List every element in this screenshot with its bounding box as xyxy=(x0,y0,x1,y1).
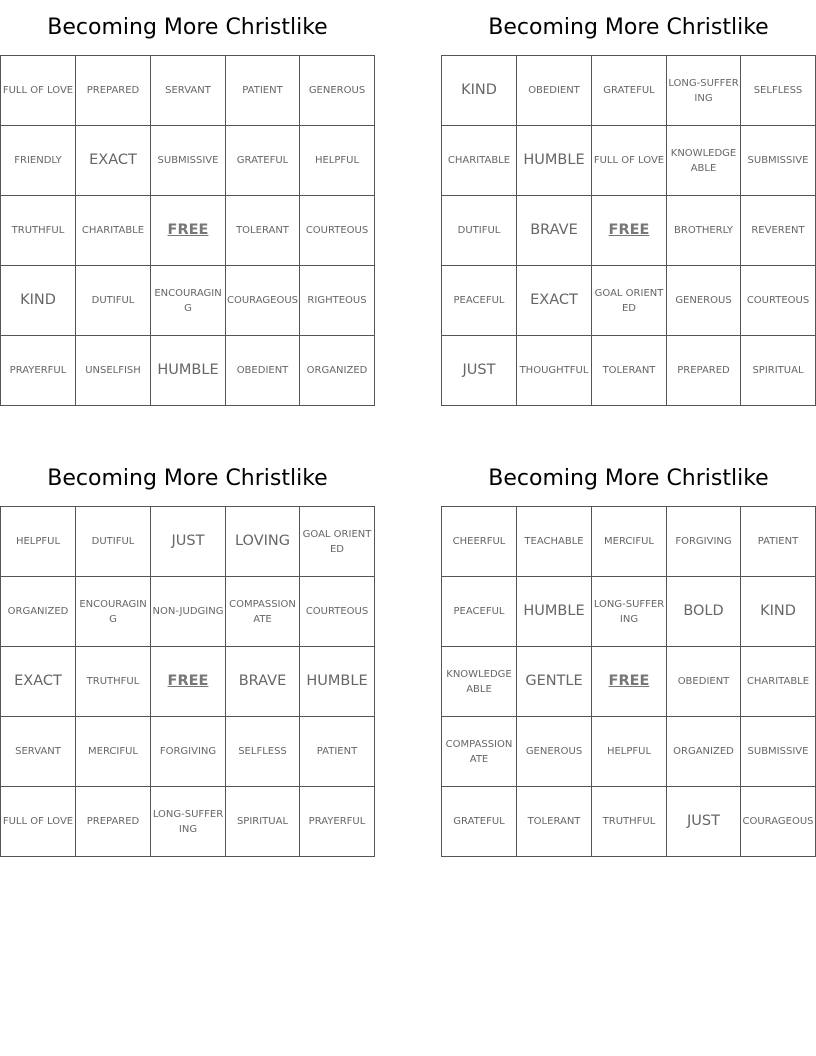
bingo-cell: FULL OF LOVE xyxy=(1,787,76,857)
bingo-cell: KIND xyxy=(741,577,816,647)
bingo-cell: ENCOURAGING xyxy=(76,577,151,647)
bingo-cell: CHEERFUL xyxy=(442,507,517,577)
bingo-cell: TRUTHFUL xyxy=(76,647,151,717)
bingo-cell: TOLERANT xyxy=(226,196,300,266)
bingo-cell: LOVING xyxy=(226,507,300,577)
bingo-cell: COURTEOUS xyxy=(300,577,375,647)
bingo-cell: CHARITABLE xyxy=(76,196,151,266)
bingo-grid xyxy=(441,55,816,406)
bingo-cell: ORGANIZED xyxy=(667,717,741,787)
bingo-cell: LONG-SUFFERING xyxy=(592,577,667,647)
bingo-cell: GENTLE xyxy=(517,647,592,717)
bingo-cell: GENEROUS xyxy=(517,717,592,787)
bingo-cell: SUBMISSIVE xyxy=(741,717,816,787)
bingo-cell: PREPARED xyxy=(76,56,151,126)
bingo-cell: KIND xyxy=(442,56,517,126)
bingo-cell: FORGIVING xyxy=(667,507,741,577)
bingo-cell: BOLD xyxy=(667,577,741,647)
bingo-grid xyxy=(0,55,375,406)
bingo-cell: SELFLESS xyxy=(226,717,300,787)
bingo-cell: DUTIFUL xyxy=(442,196,517,266)
free-space: FREE xyxy=(151,196,226,266)
bingo-cell: PEACEFUL xyxy=(442,266,517,336)
bingo-cell: HUMBLE xyxy=(151,336,226,406)
bingo-cell: PATIENT xyxy=(226,56,300,126)
bingo-cell: SELFLESS xyxy=(741,56,816,126)
bingo-cell: TOLERANT xyxy=(517,787,592,857)
bingo-cell: GRATEFUL xyxy=(226,126,300,196)
bingo-cell: SUBMISSIVE xyxy=(741,126,816,196)
bingo-cell: COMPASSIONATE xyxy=(442,717,517,787)
card-title: Becoming More Christlike xyxy=(488,15,769,40)
bingo-cell: COURTEOUS xyxy=(300,196,375,266)
bingo-cell: HUMBLE xyxy=(300,647,375,717)
bingo-cell: JUST xyxy=(442,336,517,406)
bingo-cell: PRAYERFUL xyxy=(300,787,375,857)
card-title: Becoming More Christlike xyxy=(47,466,328,491)
free-space: FREE xyxy=(151,647,226,717)
bingo-cell: ORGANIZED xyxy=(1,577,76,647)
bingo-cell: SERVANT xyxy=(151,56,226,126)
bingo-cell: DUTIFUL xyxy=(76,266,151,336)
bingo-cell: PATIENT xyxy=(300,717,375,787)
bingo-cell: GENEROUS xyxy=(300,56,375,126)
bingo-cell: OBEDIENT xyxy=(517,56,592,126)
bingo-cell: GRATEFUL xyxy=(592,56,667,126)
bingo-cell: NON-JUDGING xyxy=(151,577,226,647)
bingo-cell: KNOWLEDGEABLE xyxy=(667,126,741,196)
bingo-cell: GOAL ORIENTED xyxy=(300,507,375,577)
bingo-cell: BRAVE xyxy=(517,196,592,266)
bingo-cell: BRAVE xyxy=(226,647,300,717)
bingo-cell: BROTHERLY xyxy=(667,196,741,266)
bingo-cell: KNOWLEDGEABLE xyxy=(442,647,517,717)
bingo-cell: OBEDIENT xyxy=(226,336,300,406)
bingo-cell: HELPFUL xyxy=(300,126,375,196)
bingo-cell: COMPASSIONATE xyxy=(226,577,300,647)
bingo-cell: TEACHABLE xyxy=(517,507,592,577)
bingo-cell: TOLERANT xyxy=(592,336,667,406)
card-title: Becoming More Christlike xyxy=(488,466,769,491)
bingo-cell: ENCOURAGING xyxy=(151,266,226,336)
bingo-cell: COURAGEOUS xyxy=(741,787,816,857)
bingo-cell: PRAYERFUL xyxy=(1,336,76,406)
bingo-cell: HUMBLE xyxy=(517,577,592,647)
bingo-cell: PEACEFUL xyxy=(442,577,517,647)
bingo-cell: PREPARED xyxy=(76,787,151,857)
free-space: FREE xyxy=(592,196,667,266)
bingo-cell: COURTEOUS xyxy=(741,266,816,336)
bingo-card-2 xyxy=(441,0,816,406)
bingo-cell: FULL OF LOVE xyxy=(1,56,76,126)
bingo-cell: PATIENT xyxy=(741,507,816,577)
bingo-cell: EXACT xyxy=(517,266,592,336)
bingo-cell: EXACT xyxy=(1,647,76,717)
bingo-cell: THOUGHTFUL xyxy=(517,336,592,406)
bingo-cell: COURAGEOUS xyxy=(226,266,300,336)
bingo-cell: FULL OF LOVE xyxy=(592,126,667,196)
bingo-cell: REVERENT xyxy=(741,196,816,266)
bingo-cell: SPIRITUAL xyxy=(741,336,816,406)
bingo-cell: PREPARED xyxy=(667,336,741,406)
bingo-cell: UNSELFISH xyxy=(76,336,151,406)
bingo-cell: RIGHTEOUS xyxy=(300,266,375,336)
bingo-cell: TRUTHFUL xyxy=(592,787,667,857)
bingo-grid xyxy=(0,506,375,857)
bingo-cell: SUBMISSIVE xyxy=(151,126,226,196)
bingo-card-3 xyxy=(0,451,375,857)
bingo-cell: LONG-SUFFERING xyxy=(667,56,741,126)
bingo-cell: TRUTHFUL xyxy=(1,196,76,266)
free-space: FREE xyxy=(592,647,667,717)
bingo-cell: LONG-SUFFERING xyxy=(151,787,226,857)
bingo-cell: ORGANIZED xyxy=(300,336,375,406)
bingo-cell: KIND xyxy=(1,266,76,336)
bingo-grid xyxy=(441,506,816,857)
card-title: Becoming More Christlike xyxy=(47,15,328,40)
bingo-cell: HUMBLE xyxy=(517,126,592,196)
bingo-cell: FRIENDLY xyxy=(1,126,76,196)
bingo-card-4 xyxy=(441,451,816,857)
bingo-cell: JUST xyxy=(151,507,226,577)
bingo-cell: MERCIFUL xyxy=(76,717,151,787)
bingo-cell: SPIRITUAL xyxy=(226,787,300,857)
bingo-cell: CHARITABLE xyxy=(741,647,816,717)
bingo-cell: MERCIFUL xyxy=(592,507,667,577)
bingo-cell: GENEROUS xyxy=(667,266,741,336)
bingo-cell: JUST xyxy=(667,787,741,857)
bingo-card-1 xyxy=(0,0,375,406)
bingo-cell: EXACT xyxy=(76,126,151,196)
bingo-cell: GOAL ORIENTED xyxy=(592,266,667,336)
bingo-cell: FORGIVING xyxy=(151,717,226,787)
bingo-cell: GRATEFUL xyxy=(442,787,517,857)
bingo-cell: HELPFUL xyxy=(1,507,76,577)
bingo-cell: OBEDIENT xyxy=(667,647,741,717)
bingo-cell: CHARITABLE xyxy=(442,126,517,196)
bingo-cell: SERVANT xyxy=(1,717,76,787)
bingo-cell: HELPFUL xyxy=(592,717,667,787)
bingo-cell: DUTIFUL xyxy=(76,507,151,577)
